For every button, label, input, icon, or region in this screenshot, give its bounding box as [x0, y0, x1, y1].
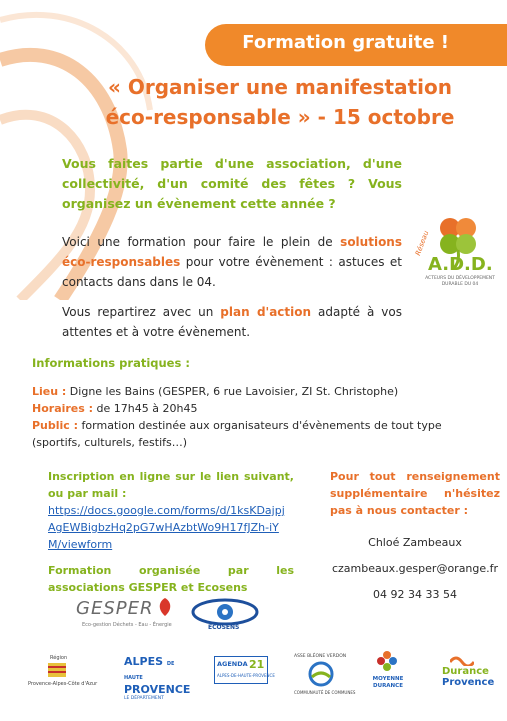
contact-phone[interactable]: 04 92 34 33 54: [373, 588, 457, 601]
gesper-text: GESPER: [76, 598, 154, 619]
agenda-label: AGENDA: [217, 660, 248, 668]
para1-pre: Voici une formation pour faire le plein de: [62, 235, 341, 249]
banner: [205, 24, 507, 66]
contact-name: Chloé Zambeaux: [368, 536, 462, 549]
paragraph-plan: [62, 302, 402, 342]
wave-icon: [450, 654, 474, 666]
flower-icon: [376, 650, 398, 672]
para2-post: adapté à vos attentes et à votre évènement.: [62, 305, 402, 339]
moyenne-line1: MOYENNE: [372, 676, 404, 682]
moyenne-durance-logo: [368, 650, 408, 700]
lieu-label: Lieu :: [32, 385, 67, 398]
banner-text: Formation gratuite !: [242, 32, 449, 53]
lieu-value: Digne les Bains (GESPER, 6 rue Lavoisier, ZI St. Christophe): [66, 385, 399, 398]
page-title: [60, 72, 500, 132]
alpes-line2: PROVENCE: [124, 683, 191, 696]
alpes-logo: [124, 655, 191, 701]
durance-provence-logo: [436, 654, 496, 694]
contact-email[interactable]: czambeaux.gesper@orange.fr: [331, 562, 499, 575]
alpes-line1: ALPES: [124, 655, 164, 668]
organisers-text: Formation organisée par les associations GESPER et Ecosens: [48, 564, 294, 594]
public-label: Public :: [32, 419, 79, 432]
gesper-logo: [76, 598, 176, 638]
gesper-sub: Eco-gestion Déchets - Eau - Énergie: [82, 622, 172, 628]
horaires-label: Horaires :: [32, 402, 94, 415]
asse-top: ASSE BLÉONE VERDON: [294, 654, 347, 659]
alpes-small: DE HAUTE: [124, 661, 175, 681]
add-main: A.D.D.: [428, 254, 493, 275]
para1-post: pour votre évènement : astuces et contacts dans dans le 04.: [62, 255, 402, 289]
info-lieu: [32, 383, 492, 400]
ecosens-logo: [190, 596, 260, 636]
inscription-text: Inscription en ligne sur le lien suivant, ou par mail :: [48, 470, 294, 500]
asse-circle-icon: [308, 661, 334, 687]
public-value: formation destinée aux organisateurs d'évènements de tout type (sportifs, culturels, festifs…): [32, 419, 442, 449]
region-logo: [28, 655, 98, 695]
moyenne-line2: DURANCE: [373, 683, 403, 689]
add-reseau: Réseau: [414, 229, 431, 257]
para2-pre: Vous repartirez avec un: [62, 305, 221, 319]
registration-link[interactable]: https://docs.google.com/forms/d/1ksKDajpjAgEWBigbzHq2pG7wHAzbtWo9H17fJZh-iYM/viewform: [48, 504, 285, 551]
asse-logo: [294, 654, 356, 698]
add-sub: ACTEURS DU DÉVELOPPEMENT DURABLE DU 04: [425, 276, 495, 287]
durance-line2: Provence: [442, 677, 495, 688]
title-line-2: éco-responsable » - 15 octobre: [105, 105, 455, 129]
horaires-value: de 17h45 à 20h45: [93, 402, 198, 415]
alpes-sub: LE DÉPARTEMENT: [124, 696, 164, 701]
leaf-icon: [156, 596, 174, 618]
info-public: [32, 417, 492, 451]
info-heading: Informations pratiques :: [32, 356, 190, 370]
contact-heading: Pour tout renseignement supplémentaire n'hésitez pas à nous contacter :: [330, 470, 500, 517]
add-logo: [414, 210, 500, 290]
agenda21-logo: [214, 656, 275, 684]
info-horaires: [32, 400, 492, 417]
asse-sub: COMMUNAUTÉ DE COMMUNES: [294, 690, 356, 695]
agenda-sub: ALPES-DE-HAUTE-PROVENCE: [217, 673, 275, 678]
paragraph-formation: [62, 232, 402, 292]
region-flag-icon: [48, 663, 66, 677]
para2-highlight: plan d'action: [220, 305, 312, 319]
agenda-num: 21: [249, 658, 265, 671]
ecosens-text: ECOSENS: [208, 624, 240, 631]
durance-line1: Durance: [442, 666, 489, 677]
title-line-1: « Organiser une manifestation: [107, 75, 452, 99]
para1-highlight: solutions éco-responsables: [62, 235, 402, 269]
lead-text: Vous faites partie d'une association, d'une collectivité, d'un comité des fêtes ? Vous organisez un évènement cette année ?: [62, 156, 402, 211]
region-top: Région: [50, 655, 68, 661]
region-name: Provence-Alpes-Côte d'Azur: [28, 681, 98, 687]
